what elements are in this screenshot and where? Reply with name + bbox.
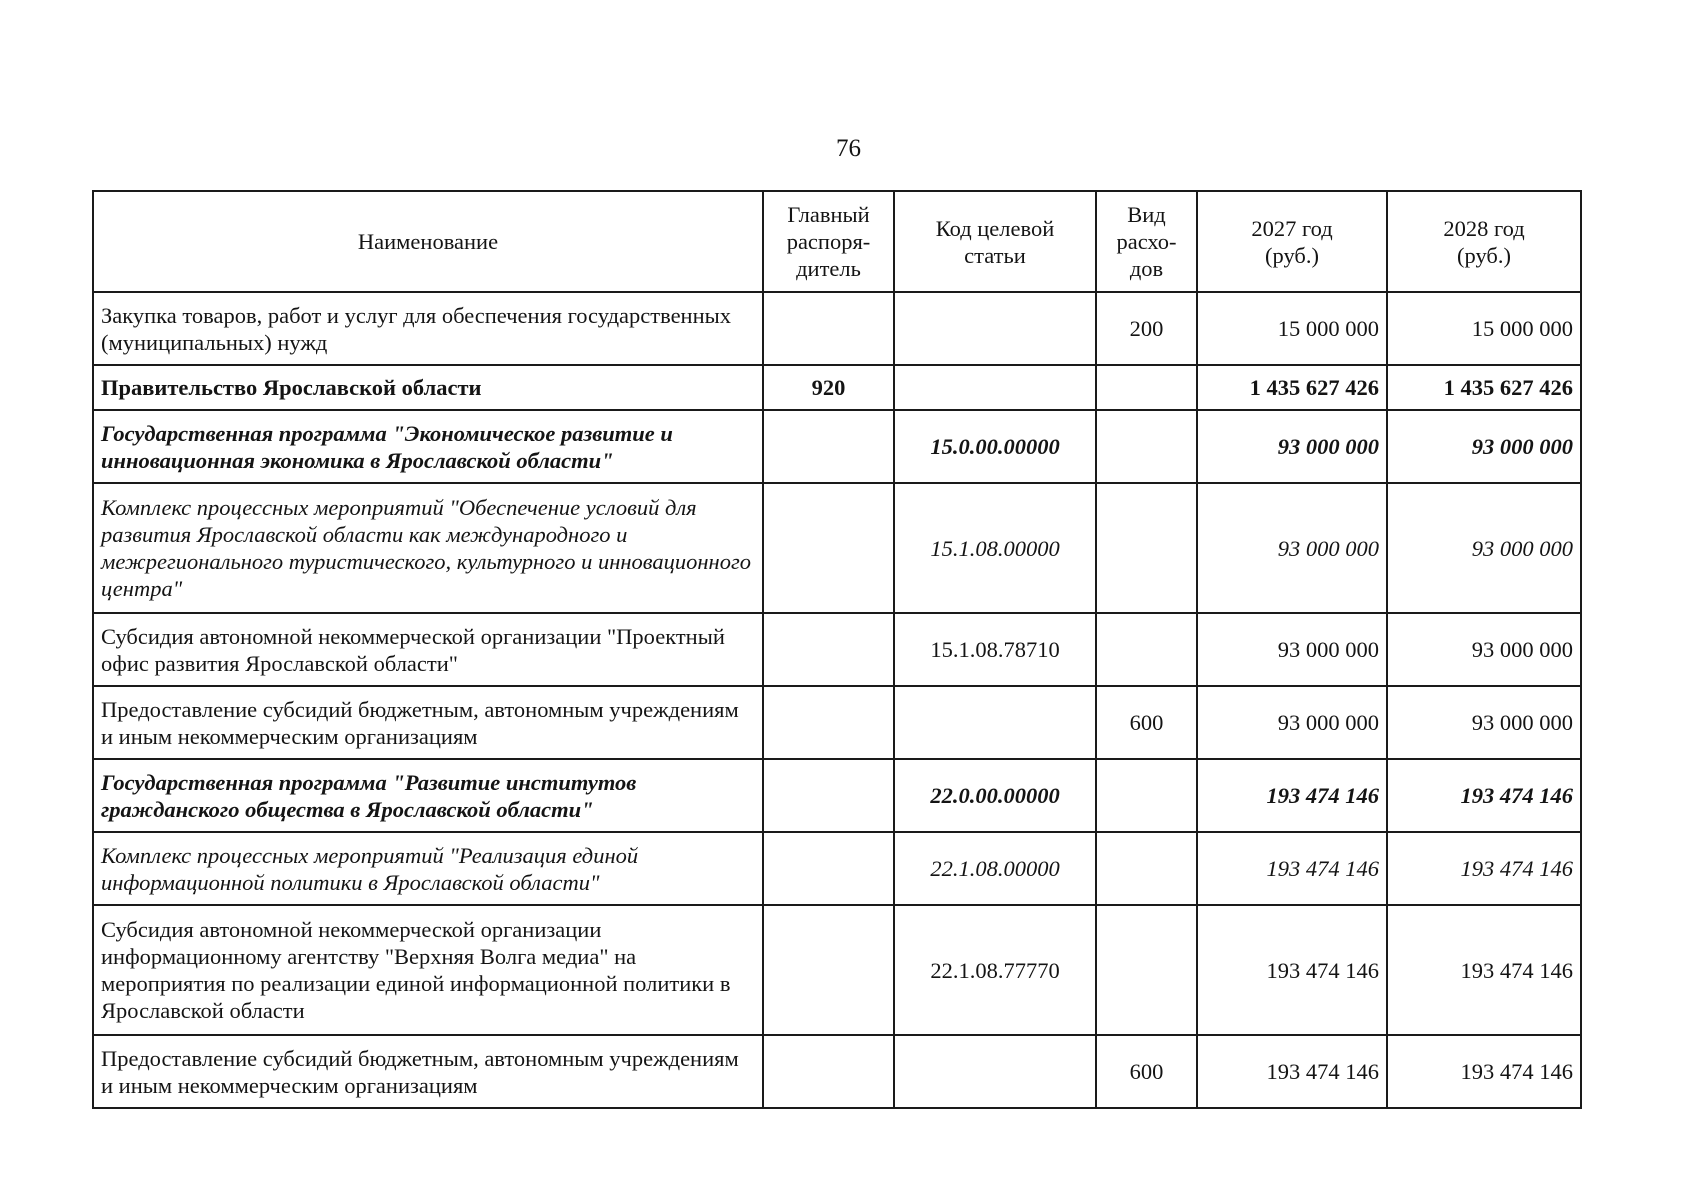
cell-name: Комплекс процессных мероприятий "Обеспечение условий для развития Ярославской области как международного и межрегионального туристического, культурного и инновационного центра" xyxy=(93,483,763,613)
cell-2027: 93 000 000 xyxy=(1197,410,1387,483)
cell-type xyxy=(1096,613,1197,686)
cell-code: 15.1.08.78710 xyxy=(894,613,1096,686)
cell-code: 15.0.00.00000 xyxy=(894,410,1096,483)
cell-2028: 93 000 000 xyxy=(1387,686,1581,759)
cell-2028: 1 435 627 426 xyxy=(1387,365,1581,410)
cell-code xyxy=(894,365,1096,410)
table-body xyxy=(93,292,1581,1108)
cell-type xyxy=(1096,759,1197,832)
cell-type: 600 xyxy=(1096,686,1197,759)
cell-2027: 193 474 146 xyxy=(1197,832,1387,905)
cell-2028: 93 000 000 xyxy=(1387,483,1581,613)
cell-code xyxy=(894,1035,1096,1108)
cell-name: Закупка товаров, работ и услуг для обеспечения государственных (муниципальных) нужд xyxy=(93,292,763,365)
table-row xyxy=(93,365,1581,410)
cell-2027: 15 000 000 xyxy=(1197,292,1387,365)
cell-manager: 920 xyxy=(763,365,894,410)
cell-manager xyxy=(763,905,894,1035)
cell-code: 15.1.08.00000 xyxy=(894,483,1096,613)
cell-type: 200 xyxy=(1096,292,1197,365)
cell-name: Комплекс процессных мероприятий "Реализация единой информационной политики в Ярославской области" xyxy=(93,832,763,905)
page-number: 76 xyxy=(836,135,861,162)
table-row xyxy=(93,759,1581,832)
table-row xyxy=(93,832,1581,905)
cell-name: Предоставление субсидий бюджетным, автономным учреждениям и иным некоммерческим организациям xyxy=(93,686,763,759)
header-name: Наименование xyxy=(93,191,763,292)
cell-manager xyxy=(763,613,894,686)
cell-2028: 93 000 000 xyxy=(1387,613,1581,686)
cell-code: 22.1.08.77770 xyxy=(894,905,1096,1035)
cell-type xyxy=(1096,483,1197,613)
cell-2028: 193 474 146 xyxy=(1387,905,1581,1035)
cell-2027: 193 474 146 xyxy=(1197,905,1387,1035)
cell-code: 22.1.08.00000 xyxy=(894,832,1096,905)
cell-code xyxy=(894,292,1096,365)
cell-2027: 1 435 627 426 xyxy=(1197,365,1387,410)
header-type: Вид расхо- дов xyxy=(1096,191,1197,292)
cell-type xyxy=(1096,905,1197,1035)
cell-2028: 193 474 146 xyxy=(1387,759,1581,832)
cell-manager xyxy=(763,410,894,483)
cell-type xyxy=(1096,832,1197,905)
cell-2027: 93 000 000 xyxy=(1197,613,1387,686)
table-header xyxy=(93,191,1581,292)
cell-code xyxy=(894,686,1096,759)
cell-manager xyxy=(763,759,894,832)
header-2027: 2027 год (руб.) xyxy=(1197,191,1387,292)
budget-table xyxy=(92,190,1582,1109)
cell-2028: 15 000 000 xyxy=(1387,292,1581,365)
cell-2028: 93 000 000 xyxy=(1387,410,1581,483)
header-2028: 2028 год (руб.) xyxy=(1387,191,1581,292)
cell-2027: 93 000 000 xyxy=(1197,483,1387,613)
cell-2028: 193 474 146 xyxy=(1387,1035,1581,1108)
cell-type xyxy=(1096,365,1197,410)
cell-manager xyxy=(763,1035,894,1108)
cell-type xyxy=(1096,410,1197,483)
cell-name: Предоставление субсидий бюджетным, автономным учреждениям и иным некоммерческим организациям xyxy=(93,1035,763,1108)
cell-name: Государственная программа "Развитие институтов гражданского общества в Ярославской области" xyxy=(93,759,763,832)
cell-name: Субсидия автономной некоммерческой организации "Проектный офис развития Ярославской области" xyxy=(93,613,763,686)
cell-2027: 93 000 000 xyxy=(1197,686,1387,759)
table-row xyxy=(93,292,1581,365)
cell-manager xyxy=(763,292,894,365)
cell-code: 22.0.00.00000 xyxy=(894,759,1096,832)
table-row xyxy=(93,483,1581,613)
table-row xyxy=(93,1035,1581,1108)
cell-type: 600 xyxy=(1096,1035,1197,1108)
cell-2028: 193 474 146 xyxy=(1387,832,1581,905)
cell-manager xyxy=(763,483,894,613)
cell-2027: 193 474 146 xyxy=(1197,1035,1387,1108)
cell-2027: 193 474 146 xyxy=(1197,759,1387,832)
cell-manager xyxy=(763,832,894,905)
cell-manager xyxy=(763,686,894,759)
table-row xyxy=(93,410,1581,483)
header-code: Код целевой статьи xyxy=(894,191,1096,292)
cell-name: Правительство Ярославской области xyxy=(93,365,763,410)
cell-name: Субсидия автономной некоммерческой организации информационному агентству "Верхняя Волга медиа" на мероприятия по реализации единой информационной политики в Ярославской области xyxy=(93,905,763,1035)
cell-name: Государственная программа "Экономическое развитие и инновационная экономика в Ярославской области" xyxy=(93,410,763,483)
table-row xyxy=(93,686,1581,759)
table-row xyxy=(93,905,1581,1035)
header-manager: Главный распоря- дитель xyxy=(763,191,894,292)
table-row xyxy=(93,613,1581,686)
